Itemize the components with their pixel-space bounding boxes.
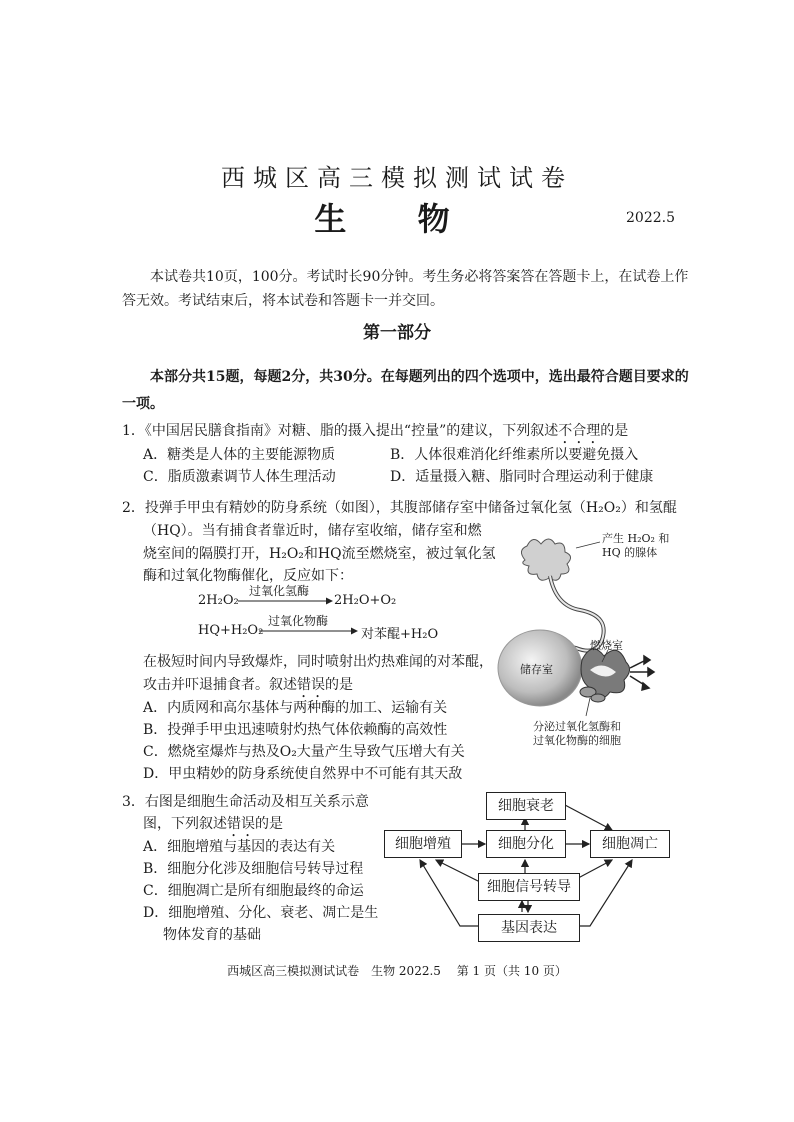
q2-option-b: B．投弹手甲虫迅速喷射灼热气体依赖酶的高效性 (143, 722, 448, 738)
exam-title: 西城区高三模拟测试试卷 (221, 164, 573, 192)
q1-stem (122, 420, 628, 447)
node-cell-proliferation: 细胞增殖 (384, 830, 462, 858)
q3-stem-line-1: 3．右图是细胞生命活动及相互关系示意 (122, 794, 369, 810)
gland-pointer (576, 542, 600, 548)
q2-option-a: A．内质网和高尔基体与两种酶的加工、运输有关 (143, 700, 448, 716)
node-cell-differentiation: 细胞分化 (486, 830, 566, 858)
page-footer: 西城区高三模拟测试试卷 生物 2022.5 第 1 页（共 10 页） (227, 964, 567, 978)
intro-line-1: 本试卷共10页，100分。考试时长90分钟。考生务必将答案答在答题卡上，在试卷上作 (150, 269, 689, 285)
q3-option-d-line-1: D．细胞增殖、分化、衰老、凋亡是生 (143, 905, 379, 921)
q2-stem-line-5: 在极短时间内导致爆炸，同时喷射出灼热难闻的对苯醌， (143, 654, 493, 670)
subject-title: 生 物 (314, 200, 480, 238)
gland-label-line-1: 产生 H₂O₂ 和 (602, 532, 670, 545)
cells-label-line-1: 分泌过氧化氢酶和 (533, 720, 621, 733)
intro-line-2: 答无效。考试结束后，将本试卷和答题卡一并交回。 (122, 293, 444, 309)
q3-option-a: A．细胞增殖与基因的表达有关 (143, 839, 336, 855)
spray-marks (630, 656, 654, 690)
q3-option-b: B．细胞分化涉及细胞信号转导过程 (143, 861, 364, 877)
part-title: 第一部分 (363, 323, 431, 343)
gland-label-line-2: HQ 的腺体 (602, 546, 658, 559)
node-cell-signaling: 细胞信号转导 (478, 873, 580, 901)
q3-option-d-line-2: 物体发育的基础 (163, 927, 261, 943)
eq1-reactant: 2H₂O₂ (198, 593, 239, 608)
q2-stem-6c: 的是 (325, 677, 353, 693)
q3-stem-emphasis: 错误 (227, 816, 255, 832)
q1-option-c: C．脂质激素调节人体生理活动 (143, 469, 336, 485)
eq2-enzyme: 过氧化物酶 (268, 614, 329, 628)
node-cell-aging: 细胞衰老 (486, 792, 566, 820)
q3-option-c: C．细胞凋亡是所有细胞最终的命运 (143, 883, 364, 899)
q1-stem-a: 1．《中国居民膳食指南》对糖、脂的摄入提出“控量”的建议，下列叙述 (122, 423, 559, 439)
q3-stem-2a: 图，下列叙述 (143, 816, 227, 832)
q1-option-a: A．糖类是人体的主要能源物质 (143, 447, 336, 463)
q2-stem-line-2: （HQ）。当有捕食者靠近时，储存室收缩，储存室和燃 (143, 523, 482, 539)
eq1-product: 2H₂O+O₂ (334, 593, 397, 608)
beetle-defense-figure (490, 520, 690, 750)
node-gene-expression: 基因表达 (478, 914, 580, 942)
eq2-product: 对苯醌+H₂O (361, 627, 439, 642)
q2-stem-line-1: 2．投弹手甲虫有精妙的防身系统（如图），其腹部储存室中储备过氧化氢（H₂O₂）和氢醌 (122, 500, 677, 516)
q1-option-b: B．人体很难消化纤维素所以要避免摄入 (390, 447, 639, 463)
q1-option-d: D．适量摄入糖、脂同时合理运动利于健康 (390, 469, 654, 485)
eq1-arrow (238, 596, 334, 606)
chamber-label: 燃烧室 (590, 639, 623, 652)
cells-label-line-2: 过氧化物酶的细胞 (533, 734, 621, 747)
cells-pointer (586, 698, 590, 716)
eq2-reactant: HQ+H₂O₂ (198, 623, 264, 638)
q2-option-c: C．燃烧室爆炸与热及O₂大量产生导致气压增大有关 (143, 744, 465, 760)
part-instruction-2: 一项。 (122, 396, 164, 412)
q2-option-d: D．甲虫精妙的防身系统使自然界中不可能有其天敌 (143, 766, 463, 782)
q1-stem-emphasis: 不合理 (558, 423, 601, 439)
q1-stem-c: 的是 (600, 423, 629, 439)
storage-label: 储存室 (520, 663, 553, 676)
exam-date: 2022.5 (626, 210, 675, 226)
node-cell-apoptosis: 细胞凋亡 (590, 830, 670, 858)
q2-stem-6a: 攻击并吓退捕食者。叙述 (143, 677, 297, 693)
q2-stem-line-3: 烧室间的隔膜打开，H₂O₂和HQ流至燃烧室，被过氧化氢 (143, 546, 496, 562)
part-instruction-1: 本部分共15题，每题2分，共30分。在每题列出的四个选项中，选出最符合题目要求的 (150, 369, 689, 385)
q2-stem-emphasis: 错误 (297, 677, 325, 693)
q2-stem-line-4: 酶和过氧化物酶催化，反应如下： (143, 568, 353, 584)
eq1-enzyme: 过氧化氢酶 (249, 584, 310, 598)
eq2-arrow (259, 626, 359, 636)
q3-stem-2c: 的是 (255, 816, 283, 832)
